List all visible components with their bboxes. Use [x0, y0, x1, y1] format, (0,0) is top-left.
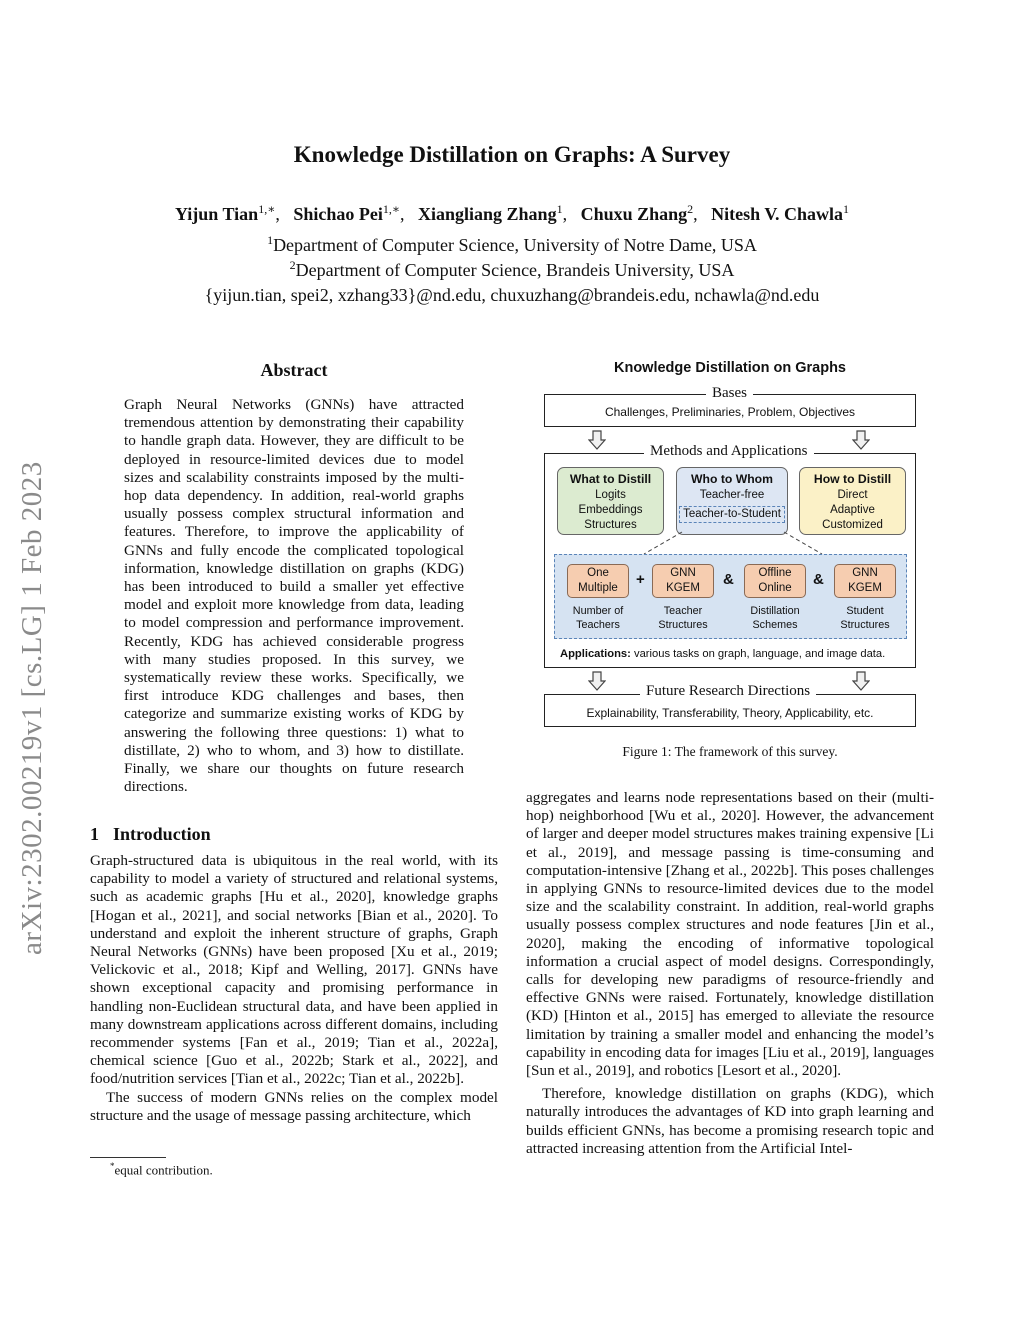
figure-framework — [540, 358, 920, 730]
affiliation-text: Department of Computer Science, University of Notre Dame, USA — [273, 235, 757, 255]
card-item: Direct — [837, 489, 868, 501]
author-name: Yijun Tian — [174, 204, 259, 224]
card-item: Customized — [822, 519, 883, 531]
paragraph: Therefore, knowledge distillation on graphs (KDG), which naturally introduces the advantages of KD into graph learning and builds efficient GNNs, has become a promising research topic and attracted increasing attention from the Artificial Intel- — [526, 1085, 934, 1157]
card-item: Teacher-to-Student — [679, 506, 785, 523]
mini-line: GNN — [670, 567, 696, 579]
affiliation — [0, 233, 1024, 256]
author-sup: 1,∗ — [258, 202, 276, 216]
figure-title: Knowledge Distillation on Graphs — [613, 360, 846, 376]
caption-line: Teachers — [576, 619, 620, 631]
caption-line: Schemes — [752, 619, 798, 631]
mini-line: Multiple — [578, 582, 618, 594]
author-name: Nitesh V. Chawla — [711, 204, 844, 224]
card-heading: What to Distill — [569, 472, 652, 486]
student-structures-box — [834, 564, 896, 598]
author-sup: 1 — [843, 202, 850, 216]
intro-left-column — [90, 852, 498, 1125]
author-sup: 1,∗ — [382, 202, 401, 216]
bases-label: Bases — [706, 385, 753, 402]
abstract-body — [124, 396, 464, 796]
caption-line: Structures — [840, 619, 890, 631]
caption-line: Student — [846, 605, 884, 617]
arxiv-stamp — [12, 365, 52, 955]
abstract-text: Graph Neural Networks (GNNs) have attracted tremendous attention by demonstrating their capability to handle graph data. However, they are difficult to be deployed in resource-limited devices due to model sizes and scalability constraints imposed by the multi-hop data dependency. In addition, real-world graphs usually possess complex structural information and features. Therefore, to improve the applicability of GNNs and fully encode the complicated topological information, knowledge distillation on graphs (KDG) has been introduced to build a smaller yet effective model and exploit more knowledge from data, leading to model compression and performance improvement. Recently, KDG has achieved considerable progress with many studies proposed. In this survey, we systematically review these works. Specifically, we first introduce KDG challenges and bases, then categorize and summarize existing works of KDG by answering the following three questions: 1) what to distillate, 2) who to whom, and 3) how to distillate. Finally, we share our thoughts on future research directions. — [124, 396, 464, 796]
bases-text: Challenges, Preliminaries, Problem, Objectives — [604, 405, 856, 419]
figure-caption: Figure 1: The framework of this survey. — [622, 744, 838, 759]
mini-caption — [826, 604, 904, 632]
card-heading: How to Distill — [813, 472, 892, 486]
down-arrow-icon — [588, 671, 606, 691]
author-list: Yijun Tian$^{1,∗}$, Shichao Pei$^{1,∗}$, Xiangliang Zhang$^1$, Chuxu Zhang$^2$, Nitesh V. Chawla$^1$ — [174, 202, 850, 224]
and-operator: & — [813, 571, 824, 588]
applications-line — [560, 648, 885, 660]
card-item: Structures — [584, 519, 637, 531]
paragraph: aggregates and learns node representations based on their (multi-hop) neighborhood [Wu et al., 2020]. However, the advancement of larger and deeper model structures makes training expensive [Li et al., 2019], and message passing is time-consuming and computation-intensive [Zhang et al., 2022b]. This poses challenges in applying GNNs to resource-limited devices due to the model size and the scalability constraint. In addition, real-world graphs usually possess complex structures and node features [Jin et al., 2020], making the encoding of informative topological information a crucial aspect of model designs. Correspondingly, calls for developing new paradigms of resource-friendly and effective GNNs were raised. Fortunately, knowledge distillation (KD) [Hinton et al., 2015] has emerged to alleviate the resource limitation by training a smaller model and enhancing the model’s capability in encoding data for images [Liu et al., 2019], languages [Sun et al., 2019], and robotics [Lesort et al., 2020]. — [526, 789, 934, 1080]
caption-line: Number of — [572, 605, 624, 617]
section-title: Introduction — [113, 824, 211, 844]
card-item: Embeddings — [578, 504, 643, 516]
mini-caption — [559, 604, 637, 632]
footnote-text: equal contribution. — [114, 1162, 213, 1178]
mini-line: Online — [758, 582, 792, 594]
and-operator: & — [723, 571, 734, 588]
mini-line: KGEM — [848, 582, 882, 594]
card-heading: Who to Whom — [691, 472, 773, 486]
methods-label: Methods and Applications — [644, 443, 814, 460]
affiliation-sup: 1 — [267, 233, 274, 247]
affiliation — [0, 258, 1024, 281]
applications-label: Applications: — [560, 648, 631, 660]
affiliation-sup: 2 — [289, 258, 296, 272]
author-sup: 2 — [687, 202, 694, 216]
section-heading — [90, 824, 211, 845]
mini-caption — [644, 604, 722, 632]
intro-right-column — [526, 789, 934, 1158]
paper-title: Knowledge Distillation on Graphs: A Survey — [293, 142, 731, 167]
plus-operator: + — [636, 571, 645, 588]
mini-line: One — [587, 567, 609, 579]
section-number: 1 — [90, 824, 99, 844]
mini-caption — [736, 604, 814, 632]
paragraph: Graph-structured data is ubiquitous in the real world, with its capability to model a variety of structured and relational systems, such as academic graphs [Hu et al., 2020], knowledge graphs [Hogan et al., 2021], and social networks [Bian et al., 2020]. To understand and exploit the inherent structure of graphs, Graph Neural Networks (GNNs) have been proposed [Xu et al., 2019; Velickovic et al., 2018; Kipf and Welling, 2017]. GNNs have shown exceptional capacity and promising performance in handling non-Euclidean structural data, and have been applied in many downstream applications across different domains, including recommender systems [Fan et al., 2019; Tian et al., 2022a], chemical science [Guo et al., 2022b; Stark et al., 2022], and food/nutrition services [Tian et al., 2022c; Tian et al., 2022b]. — [90, 852, 498, 1088]
paragraph: The success of modern GNNs relies on the complex model structure and the usage of message passing architecture, which — [90, 1088, 498, 1124]
abstract-heading: Abstract — [260, 360, 328, 380]
distillation-schemes-box — [744, 564, 806, 598]
footnote-rule — [90, 1157, 166, 1158]
footnote-mark: * — [110, 1161, 115, 1171]
teacher-structures-box — [652, 564, 714, 598]
mini-line: KGEM — [666, 582, 700, 594]
future-label: Future Research Directions — [640, 683, 816, 700]
card-item: Logits — [595, 489, 626, 501]
applications-text: various tasks on graph, language, and image data. — [633, 648, 886, 660]
arxiv-stamp-text: arXiv:2302.00219v1 [cs.LG] 1 Feb 2023 — [16, 461, 48, 955]
author-name: Xiangliang Zhang — [418, 204, 557, 224]
mini-line: Offline — [758, 567, 792, 579]
mini-line: GNN — [852, 567, 878, 579]
footnote — [110, 1161, 213, 1178]
number-of-teachers-box — [567, 564, 629, 598]
author-sup: 1 — [556, 202, 563, 216]
caption-line: Teacher — [663, 605, 703, 617]
author-emails: {yijun.tian, spei2, xzhang33}@nd.edu, chuxuzhang@brandeis.edu, nchawla@nd.edu — [204, 285, 820, 305]
card-item: Adaptive — [830, 504, 875, 516]
down-arrow-icon — [852, 671, 870, 691]
author-name: Chuxu Zhang — [580, 204, 688, 224]
caption-line: Structures — [658, 619, 708, 631]
caption-line: Distillation — [750, 605, 800, 617]
author-name: Shichao Pei — [293, 204, 383, 224]
card-item: Teacher-free — [699, 489, 765, 501]
affiliation-text: Department of Computer Science, Brandeis University, USA — [295, 260, 735, 280]
future-text: Explainability, Transferability, Theory, Applicability, etc. — [586, 706, 874, 720]
